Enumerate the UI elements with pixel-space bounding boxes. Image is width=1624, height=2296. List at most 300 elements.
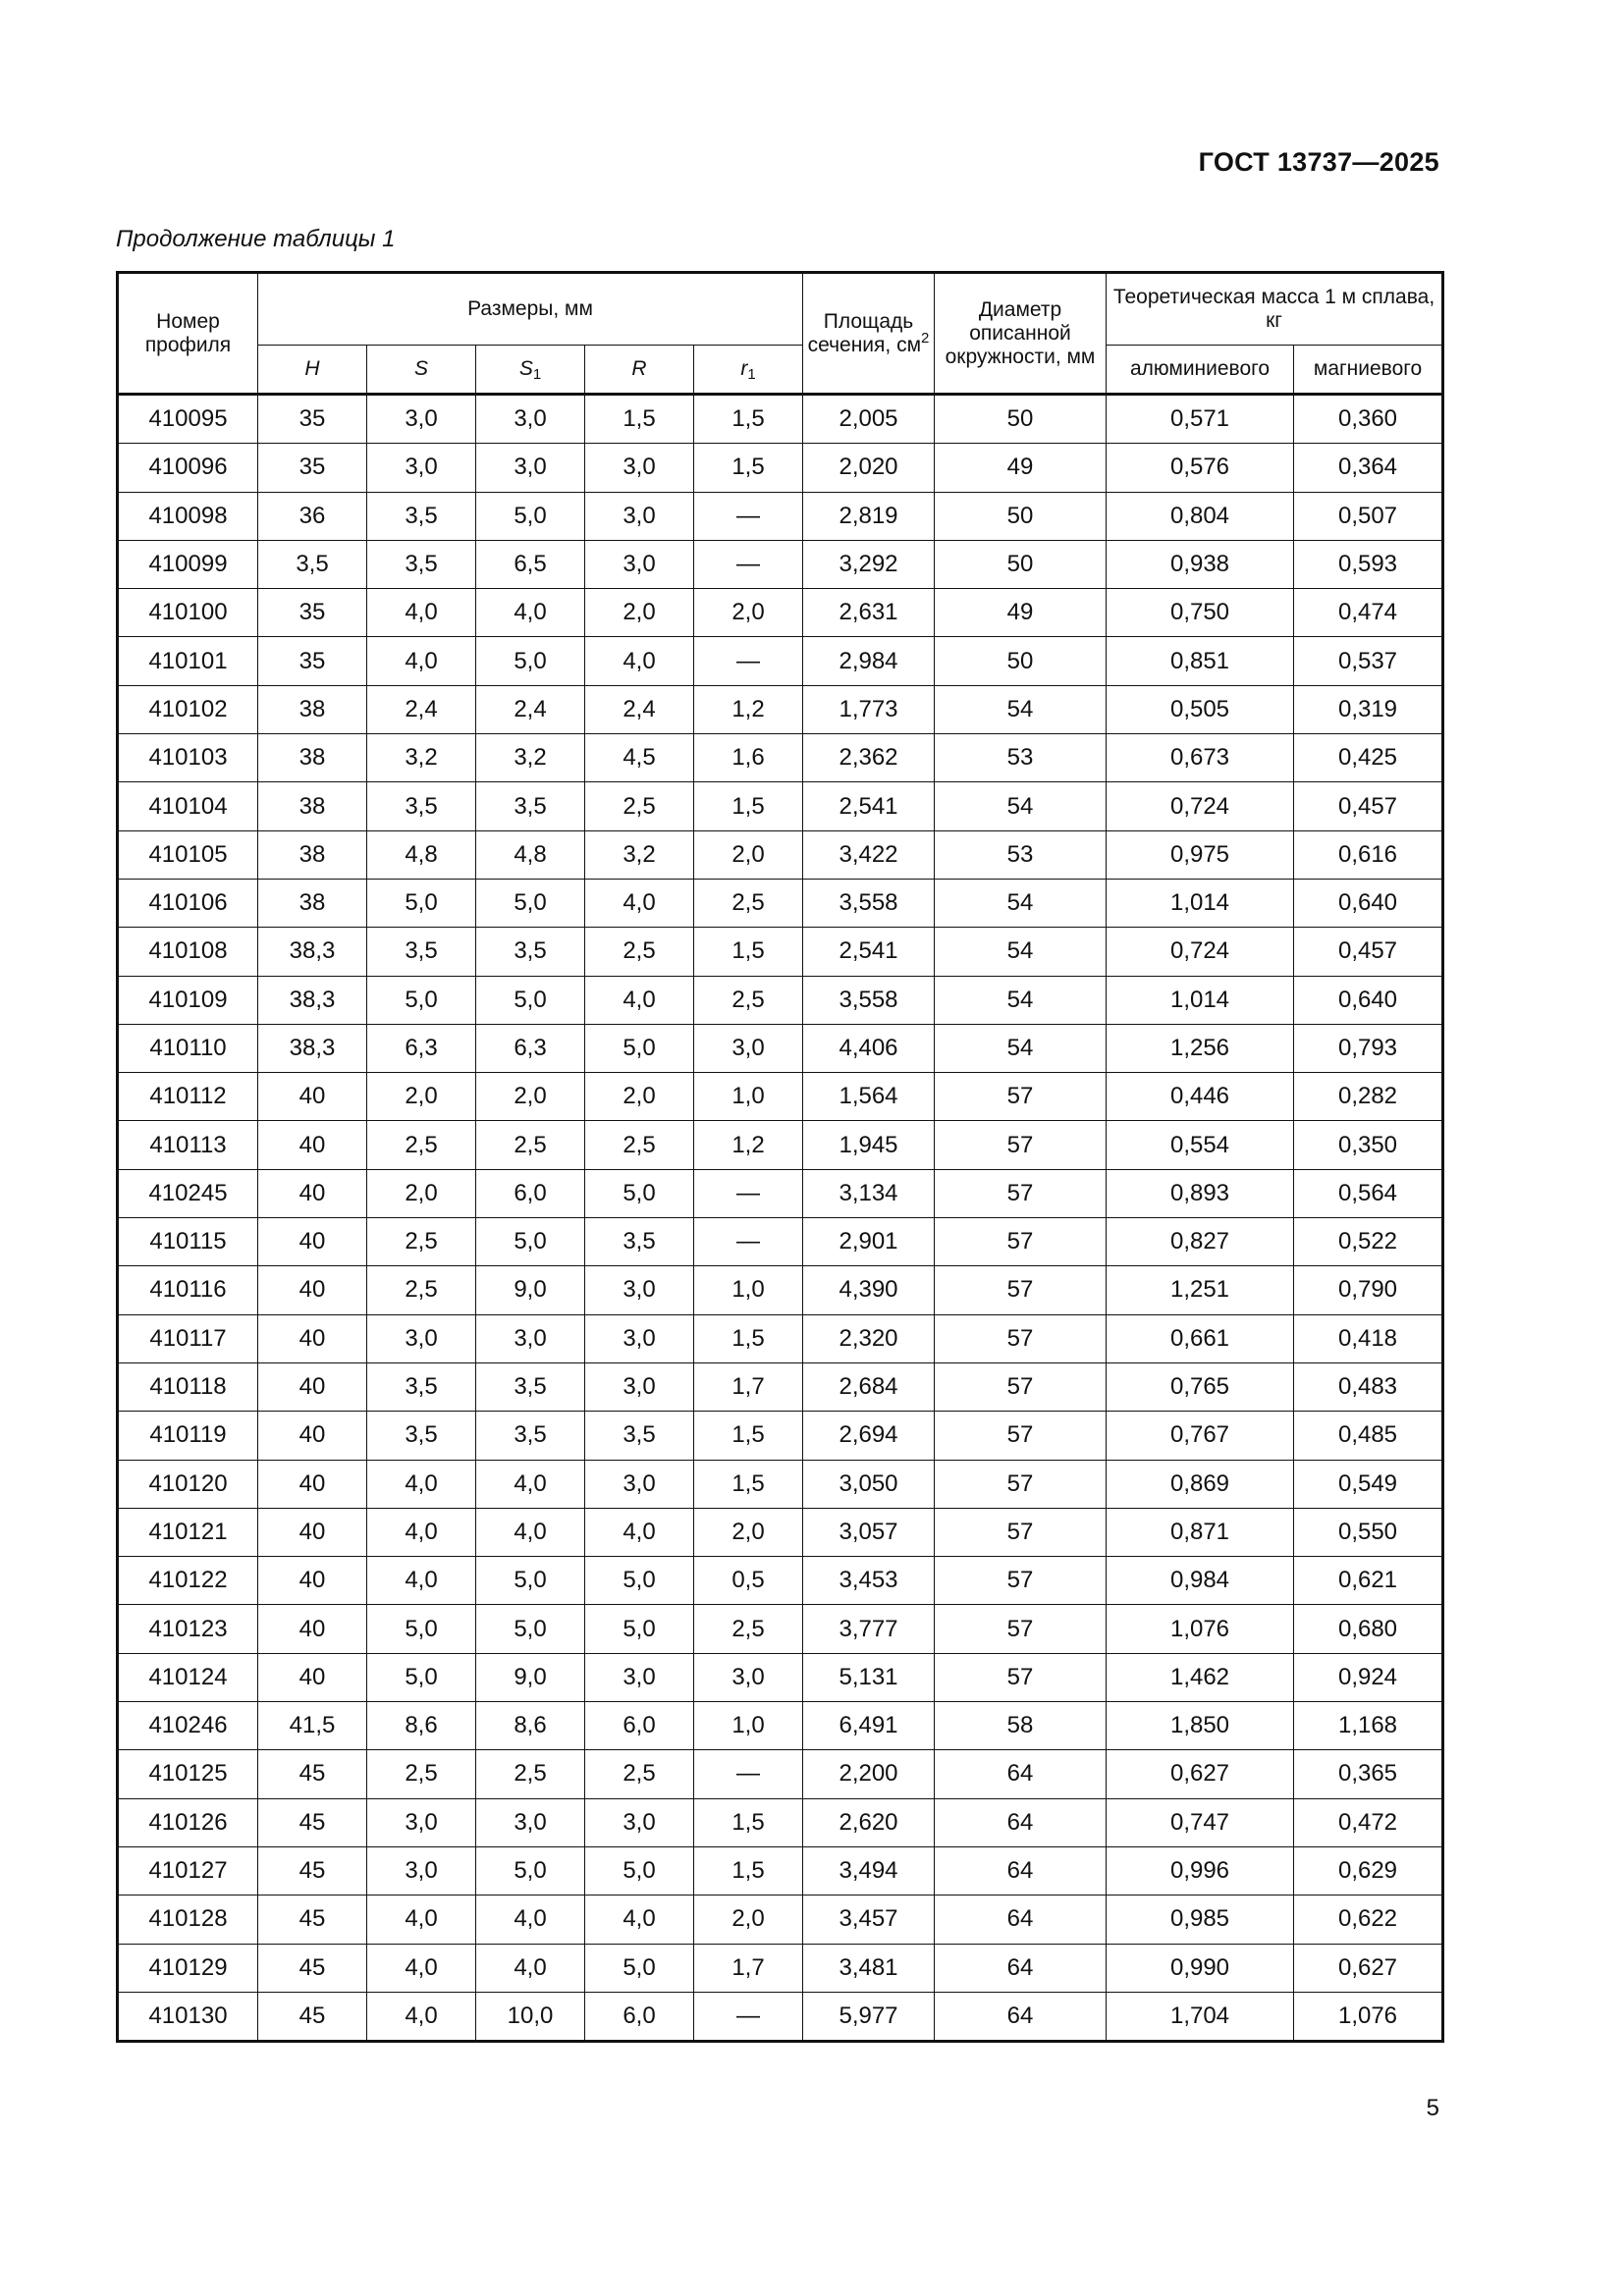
cell-mass-magnesium: 1,076 [1294, 1992, 1443, 2041]
cell-mass-aluminum: 0,869 [1107, 1460, 1294, 1508]
cell-r: 3,0 [585, 540, 694, 588]
cell-mass-aluminum: 0,505 [1107, 685, 1294, 733]
cell-mass-aluminum: 0,767 [1107, 1412, 1294, 1460]
cell-profile-number: 410123 [118, 1605, 258, 1653]
cell-h: 3,5 [258, 540, 367, 588]
table-row [118, 1750, 1443, 1798]
cell-mass-magnesium: 0,522 [1294, 1218, 1443, 1266]
cell-s: 2,0 [367, 1073, 476, 1121]
cell-s: 3,5 [367, 1412, 476, 1460]
cell-s1: 6,5 [476, 540, 585, 588]
cell-r: 2,5 [585, 928, 694, 976]
cell-mass-aluminum: 0,724 [1107, 782, 1294, 830]
cell-mass-aluminum: 0,576 [1107, 444, 1294, 492]
cell-h: 40 [258, 1412, 367, 1460]
cell-r1: 1,5 [694, 395, 803, 444]
table-row [118, 1653, 1443, 1701]
cell-profile-number: 410126 [118, 1798, 258, 1846]
cell-profile-number: 410104 [118, 782, 258, 830]
cell-diameter: 57 [935, 1169, 1107, 1217]
cell-r: 4,0 [585, 1896, 694, 1944]
table-row [118, 928, 1443, 976]
table-row [118, 1266, 1443, 1314]
cell-r: 3,0 [585, 1798, 694, 1846]
cell-profile-number: 410117 [118, 1314, 258, 1362]
cell-r1: — [694, 1218, 803, 1266]
cell-area: 1,773 [803, 685, 935, 733]
header-dimensions: Размеры, мм [258, 273, 803, 346]
cell-r1: — [694, 540, 803, 588]
cell-mass-magnesium: 0,282 [1294, 1073, 1443, 1121]
cell-mass-aluminum: 1,014 [1107, 879, 1294, 927]
header-r: R [585, 346, 694, 395]
cell-s: 6,3 [367, 1024, 476, 1072]
cell-mass-aluminum: 0,747 [1107, 1798, 1294, 1846]
cell-r: 2,5 [585, 1750, 694, 1798]
cell-diameter: 64 [935, 1992, 1107, 2041]
cell-diameter: 54 [935, 1024, 1107, 1072]
cell-s1: 3,0 [476, 444, 585, 492]
cell-r1: 1,7 [694, 1362, 803, 1411]
cell-area: 2,362 [803, 734, 935, 782]
cell-s1: 5,0 [476, 492, 585, 540]
cell-r: 5,0 [585, 1024, 694, 1072]
cell-s: 4,0 [367, 1460, 476, 1508]
cell-diameter: 64 [935, 1944, 1107, 1992]
cell-r: 3,0 [585, 492, 694, 540]
cell-r: 3,0 [585, 1314, 694, 1362]
cell-mass-aluminum: 0,975 [1107, 830, 1294, 879]
cell-profile-number: 410112 [118, 1073, 258, 1121]
table-row [118, 1605, 1443, 1653]
cell-mass-magnesium: 0,680 [1294, 1605, 1443, 1653]
cell-s: 2,5 [367, 1750, 476, 1798]
cell-diameter: 53 [935, 734, 1107, 782]
cell-r: 2,4 [585, 685, 694, 733]
cell-mass-aluminum: 0,750 [1107, 589, 1294, 637]
cell-profile-number: 410109 [118, 976, 258, 1024]
cell-area: 2,200 [803, 1750, 935, 1798]
cell-r: 2,0 [585, 589, 694, 637]
cell-area: 6,491 [803, 1702, 935, 1750]
cell-h: 45 [258, 1750, 367, 1798]
header-profile-number: Номер профиля [118, 273, 258, 395]
cell-diameter: 57 [935, 1412, 1107, 1460]
header-r1 [694, 346, 803, 395]
cell-r1: 1,0 [694, 1073, 803, 1121]
cell-r1: 2,0 [694, 589, 803, 637]
cell-area: 3,057 [803, 1508, 935, 1556]
cell-r: 4,0 [585, 637, 694, 685]
cell-r: 5,0 [585, 1846, 694, 1895]
cell-h: 40 [258, 1508, 367, 1556]
header-s1 [476, 346, 585, 395]
cell-profile-number: 410130 [118, 1992, 258, 2041]
cell-r1: 1,0 [694, 1266, 803, 1314]
cell-mass-magnesium: 0,640 [1294, 879, 1443, 927]
cell-h: 36 [258, 492, 367, 540]
cell-h: 40 [258, 1460, 367, 1508]
cell-diameter: 64 [935, 1750, 1107, 1798]
cell-diameter: 57 [935, 1362, 1107, 1411]
cell-area: 2,694 [803, 1412, 935, 1460]
cell-s1: 3,5 [476, 782, 585, 830]
cell-r1: 1,5 [694, 1846, 803, 1895]
cell-diameter: 57 [935, 1605, 1107, 1653]
cell-s: 5,0 [367, 1605, 476, 1653]
cell-h: 45 [258, 1944, 367, 1992]
cell-r1: 1,5 [694, 1314, 803, 1362]
cell-r1: 1,6 [694, 734, 803, 782]
cell-r1: 2,0 [694, 1896, 803, 1944]
cell-diameter: 57 [935, 1653, 1107, 1701]
cell-r: 4,0 [585, 976, 694, 1024]
cell-r: 5,0 [585, 1169, 694, 1217]
header-diameter: Диаметр описанной окружности, мм [935, 273, 1107, 395]
cell-s1: 3,2 [476, 734, 585, 782]
table-row [118, 1314, 1443, 1362]
cell-mass-aluminum: 0,627 [1107, 1750, 1294, 1798]
cell-mass-magnesium: 1,168 [1294, 1702, 1443, 1750]
cell-h: 40 [258, 1557, 367, 1605]
cell-h: 38 [258, 734, 367, 782]
cell-profile-number: 410105 [118, 830, 258, 879]
cell-s: 8,6 [367, 1702, 476, 1750]
table-row [118, 1992, 1443, 2041]
table-row [118, 1702, 1443, 1750]
cell-r: 2,5 [585, 782, 694, 830]
cell-area: 4,390 [803, 1266, 935, 1314]
cell-area: 2,984 [803, 637, 935, 685]
cell-diameter: 64 [935, 1846, 1107, 1895]
cell-h: 35 [258, 395, 367, 444]
cell-s: 3,5 [367, 928, 476, 976]
cell-s: 4,0 [367, 1992, 476, 2041]
cell-s1: 10,0 [476, 1992, 585, 2041]
cell-s: 3,2 [367, 734, 476, 782]
cell-profile-number: 410125 [118, 1750, 258, 1798]
table-body [118, 395, 1443, 2042]
cell-r: 3,0 [585, 1362, 694, 1411]
cell-mass-magnesium: 0,319 [1294, 685, 1443, 733]
table-row [118, 1073, 1443, 1121]
cell-mass-magnesium: 0,537 [1294, 637, 1443, 685]
cell-diameter: 64 [935, 1798, 1107, 1846]
cell-mass-magnesium: 0,457 [1294, 928, 1443, 976]
cell-s: 2,5 [367, 1266, 476, 1314]
cell-h: 45 [258, 1798, 367, 1846]
cell-r1: — [694, 1992, 803, 2041]
cell-r1: 2,0 [694, 830, 803, 879]
cell-diameter: 54 [935, 928, 1107, 976]
cell-r: 4,0 [585, 879, 694, 927]
table-row [118, 1412, 1443, 1460]
cell-h: 40 [258, 1314, 367, 1362]
cell-diameter: 57 [935, 1266, 1107, 1314]
cell-r: 4,0 [585, 1508, 694, 1556]
cell-profile-number: 410110 [118, 1024, 258, 1072]
cell-s1: 5,0 [476, 1605, 585, 1653]
cell-s: 4,0 [367, 589, 476, 637]
cell-diameter: 64 [935, 1896, 1107, 1944]
document-code: ГОСТ 13737—2025 [1198, 147, 1439, 177]
cell-area: 2,684 [803, 1362, 935, 1411]
cell-diameter: 57 [935, 1073, 1107, 1121]
cell-s: 3,5 [367, 1362, 476, 1411]
cell-diameter: 54 [935, 782, 1107, 830]
cell-s: 2,4 [367, 685, 476, 733]
cell-h: 45 [258, 1846, 367, 1895]
cell-r: 3,0 [585, 1266, 694, 1314]
cell-diameter: 58 [935, 1702, 1107, 1750]
cell-mass-aluminum: 0,446 [1107, 1073, 1294, 1121]
cell-area: 4,406 [803, 1024, 935, 1072]
cell-h: 41,5 [258, 1702, 367, 1750]
table-row [118, 1846, 1443, 1895]
cell-h: 40 [258, 1073, 367, 1121]
cell-mass-aluminum: 1,704 [1107, 1992, 1294, 2041]
cell-r1: — [694, 1750, 803, 1798]
cell-area: 2,005 [803, 395, 935, 444]
cell-profile-number: 410101 [118, 637, 258, 685]
cell-mass-aluminum: 0,673 [1107, 734, 1294, 782]
cell-profile-number: 410096 [118, 444, 258, 492]
cell-h: 38 [258, 879, 367, 927]
cell-mass-aluminum: 0,661 [1107, 1314, 1294, 1362]
table-row [118, 1024, 1443, 1072]
cell-area: 3,134 [803, 1169, 935, 1217]
cell-diameter: 50 [935, 637, 1107, 685]
cell-s: 4,8 [367, 830, 476, 879]
cell-mass-magnesium: 0,629 [1294, 1846, 1443, 1895]
table-row [118, 1508, 1443, 1556]
cell-mass-aluminum: 1,256 [1107, 1024, 1294, 1072]
cell-diameter: 54 [935, 685, 1107, 733]
cell-r: 4,5 [585, 734, 694, 782]
cell-r1: 1,7 [694, 1944, 803, 1992]
cell-r1: 2,5 [694, 976, 803, 1024]
cell-mass-magnesium: 0,457 [1294, 782, 1443, 830]
cell-profile-number: 410099 [118, 540, 258, 588]
table-row [118, 685, 1443, 733]
cell-mass-magnesium: 0,564 [1294, 1169, 1443, 1217]
cell-diameter: 57 [935, 1314, 1107, 1362]
cell-profile-number: 410102 [118, 685, 258, 733]
cell-r: 2,5 [585, 1121, 694, 1169]
cell-diameter: 50 [935, 492, 1107, 540]
cell-mass-magnesium: 0,425 [1294, 734, 1443, 782]
cell-area: 3,481 [803, 1944, 935, 1992]
cell-area: 2,901 [803, 1218, 935, 1266]
cell-mass-magnesium: 0,365 [1294, 1750, 1443, 1798]
cell-h: 35 [258, 444, 367, 492]
header-area-superscript: 2 [921, 329, 930, 347]
cell-mass-magnesium: 0,616 [1294, 830, 1443, 879]
cell-s: 3,0 [367, 444, 476, 492]
table-row [118, 395, 1443, 444]
cell-area: 2,631 [803, 589, 935, 637]
cell-mass-magnesium: 0,360 [1294, 395, 1443, 444]
cell-diameter: 57 [935, 1557, 1107, 1605]
table-row [118, 1944, 1443, 1992]
cell-area: 3,422 [803, 830, 935, 879]
cell-h: 45 [258, 1992, 367, 2041]
cell-profile-number: 410116 [118, 1266, 258, 1314]
table-row [118, 1557, 1443, 1605]
cell-s: 5,0 [367, 879, 476, 927]
cell-diameter: 57 [935, 1460, 1107, 1508]
cell-mass-aluminum: 0,984 [1107, 1557, 1294, 1605]
table-row [118, 1460, 1443, 1508]
table-row [118, 444, 1443, 492]
table-row [118, 492, 1443, 540]
cell-profile-number: 410100 [118, 589, 258, 637]
table-row [118, 1169, 1443, 1217]
cell-diameter: 54 [935, 879, 1107, 927]
cell-mass-aluminum: 0,938 [1107, 540, 1294, 588]
table-row [118, 1121, 1443, 1169]
cell-mass-aluminum: 0,996 [1107, 1846, 1294, 1895]
cell-area: 2,320 [803, 1314, 935, 1362]
cell-mass-aluminum: 0,990 [1107, 1944, 1294, 1992]
cell-mass-aluminum: 0,804 [1107, 492, 1294, 540]
cell-mass-magnesium: 0,924 [1294, 1653, 1443, 1701]
cell-mass-aluminum: 1,462 [1107, 1653, 1294, 1701]
cell-s: 2,0 [367, 1169, 476, 1217]
table-row [118, 589, 1443, 637]
cell-h: 38,3 [258, 976, 367, 1024]
header-r1-subscript: 1 [747, 366, 756, 383]
cell-r: 6,0 [585, 1992, 694, 2041]
table-row [118, 540, 1443, 588]
cell-r: 3,2 [585, 830, 694, 879]
cell-mass-magnesium: 0,790 [1294, 1266, 1443, 1314]
cell-diameter: 50 [935, 395, 1107, 444]
cell-s: 2,5 [367, 1121, 476, 1169]
table-row [118, 734, 1443, 782]
cell-h: 35 [258, 589, 367, 637]
cell-r1: — [694, 1169, 803, 1217]
cell-mass-aluminum: 0,554 [1107, 1121, 1294, 1169]
cell-s1: 2,5 [476, 1750, 585, 1798]
cell-h: 38 [258, 830, 367, 879]
cell-s: 4,0 [367, 637, 476, 685]
cell-h: 40 [258, 1362, 367, 1411]
cell-h: 38 [258, 782, 367, 830]
cell-r: 3,5 [585, 1218, 694, 1266]
cell-r1: — [694, 637, 803, 685]
table-row [118, 1896, 1443, 1944]
cell-r: 3,0 [585, 1653, 694, 1701]
cell-s: 4,0 [367, 1508, 476, 1556]
cell-s1: 6,0 [476, 1169, 585, 1217]
cell-s1: 4,0 [476, 1460, 585, 1508]
cell-mass-magnesium: 0,350 [1294, 1121, 1443, 1169]
cell-profile-number: 410124 [118, 1653, 258, 1701]
cell-area: 1,564 [803, 1073, 935, 1121]
cell-mass-aluminum: 1,014 [1107, 976, 1294, 1024]
cell-mass-magnesium: 0,550 [1294, 1508, 1443, 1556]
cell-mass-aluminum: 0,724 [1107, 928, 1294, 976]
cell-area: 2,541 [803, 928, 935, 976]
cell-s: 3,5 [367, 492, 476, 540]
cell-s1: 8,6 [476, 1702, 585, 1750]
cell-r1: 2,5 [694, 1605, 803, 1653]
profiles-table [116, 271, 1444, 2043]
cell-r1: 1,5 [694, 928, 803, 976]
header-s: S [367, 346, 476, 395]
cell-s1: 2,4 [476, 685, 585, 733]
cell-h: 40 [258, 1653, 367, 1701]
cell-h: 35 [258, 637, 367, 685]
cell-mass-aluminum: 1,251 [1107, 1266, 1294, 1314]
cell-r1: 3,0 [694, 1653, 803, 1701]
header-magnesium: магниевого [1294, 346, 1443, 395]
cell-s1: 5,0 [476, 1557, 585, 1605]
cell-s: 3,0 [367, 395, 476, 444]
cell-mass-magnesium: 0,474 [1294, 589, 1443, 637]
cell-r: 3,0 [585, 1460, 694, 1508]
cell-mass-magnesium: 0,622 [1294, 1896, 1443, 1944]
cell-r1: 1,5 [694, 444, 803, 492]
cell-profile-number: 410108 [118, 928, 258, 976]
cell-s1: 4,0 [476, 589, 585, 637]
cell-h: 40 [258, 1218, 367, 1266]
cell-diameter: 50 [935, 540, 1107, 588]
cell-r1: 1,5 [694, 782, 803, 830]
cell-s1: 3,0 [476, 1798, 585, 1846]
cell-diameter: 57 [935, 1121, 1107, 1169]
cell-mass-magnesium: 0,549 [1294, 1460, 1443, 1508]
page-number: 5 [1426, 2095, 1439, 2121]
cell-profile-number: 410246 [118, 1702, 258, 1750]
cell-profile-number: 410122 [118, 1557, 258, 1605]
table-row [118, 1798, 1443, 1846]
table-row [118, 1218, 1443, 1266]
cell-mass-aluminum: 0,985 [1107, 1896, 1294, 1944]
cell-area: 3,050 [803, 1460, 935, 1508]
header-s1-letter: S [518, 357, 533, 380]
cell-profile-number: 410128 [118, 1896, 258, 1944]
cell-s1: 4,0 [476, 1896, 585, 1944]
cell-s: 4,0 [367, 1944, 476, 1992]
table-row [118, 879, 1443, 927]
cell-s1: 5,0 [476, 637, 585, 685]
cell-mass-magnesium: 0,793 [1294, 1024, 1443, 1072]
cell-profile-number: 410098 [118, 492, 258, 540]
cell-r: 3,5 [585, 1412, 694, 1460]
cell-s1: 5,0 [476, 976, 585, 1024]
cell-mass-aluminum: 0,571 [1107, 395, 1294, 444]
header-aluminum: алюминиевого [1107, 346, 1294, 395]
cell-diameter: 57 [935, 1218, 1107, 1266]
cell-h: 38,3 [258, 1024, 367, 1072]
cell-r1: 2,0 [694, 1508, 803, 1556]
cell-mass-magnesium: 0,472 [1294, 1798, 1443, 1846]
cell-r1: 1,5 [694, 1460, 803, 1508]
cell-r: 5,0 [585, 1605, 694, 1653]
cell-area: 3,558 [803, 879, 935, 927]
header-r1-letter: r [740, 357, 748, 380]
cell-r1: 1,2 [694, 685, 803, 733]
cell-s1: 3,5 [476, 928, 585, 976]
cell-mass-magnesium: 0,627 [1294, 1944, 1443, 1992]
cell-s: 3,0 [367, 1798, 476, 1846]
cell-r: 1,5 [585, 395, 694, 444]
cell-mass-magnesium: 0,621 [1294, 1557, 1443, 1605]
cell-r: 5,0 [585, 1557, 694, 1605]
table-row [118, 782, 1443, 830]
